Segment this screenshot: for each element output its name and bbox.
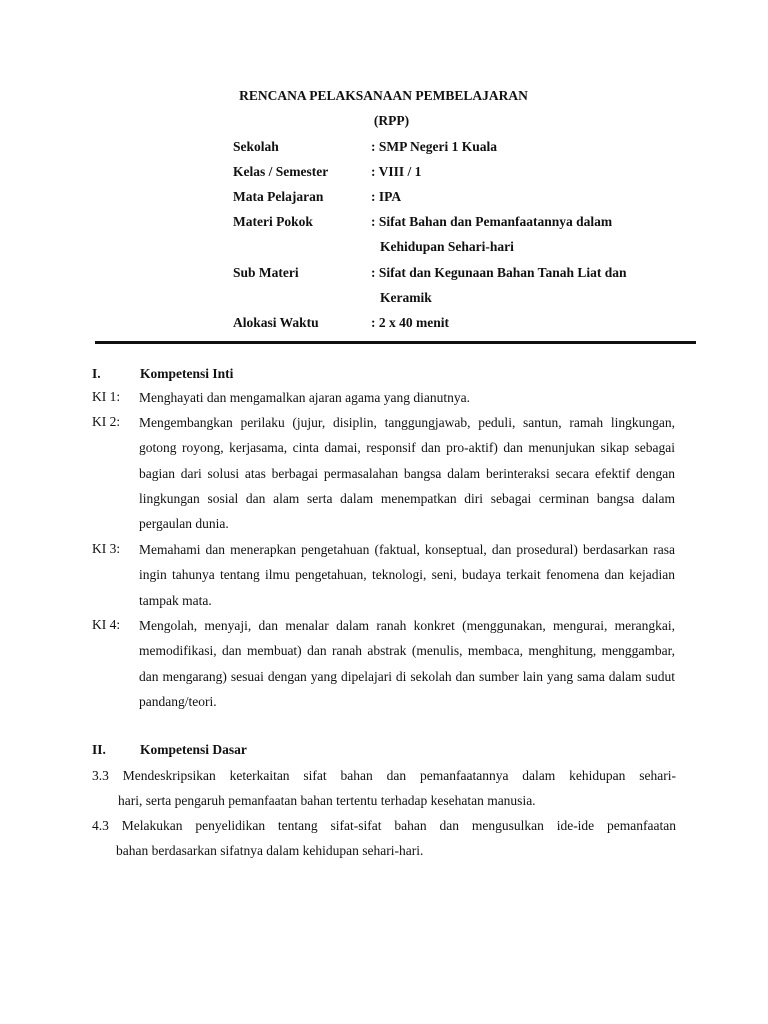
document-subtitle [0,113,768,129]
ki3-label: KI 3: [92,541,121,556]
kd-4-3-line1: 4.3 Melakukan penyelidikan tentang sifat-sifat bahan dan mengusulkan ide-ide pemanfaatan [92,818,676,833]
section2-number: II. [92,742,106,757]
ki4-label: KI 4: [92,617,121,632]
section1-number: I. [92,366,101,381]
identity-value-submateri-cont: Keramik [380,290,432,305]
identity-value-alokasi: : 2 x 40 menit [371,315,449,330]
section2-heading: Kompetensi Dasar [140,742,247,757]
document-title [0,88,768,104]
identity-label-submateri: Sub Materi [233,265,299,280]
section1-heading: Kompetensi Inti [140,366,234,381]
document-title-text: RENCANA PELAKSANAAN PEMBELAJARAN [239,88,528,103]
ki2-text: Mengembangkan perilaku (jujur, disiplin, tanggungjawab, peduli, santun, ramah lingkungan, gotong royong, kerjasama, cinta damai, responsif dan pro-aktif) dan menunjukan sikap sebagai bagian dari solusi atas berbagai permasalahan bangsa dalam berinteraksi secara efektif dengan lingkungan sosial dan alam serta dalam menempatkan diri sebagai cerminan bangsa dalam pergaulan dunia. [139,415,675,532]
ki1-text: Menghayati dan mengamalkan ajaran agama yang dianutnya. [139,390,470,405]
identity-label-kelas: Kelas / Semester [233,164,329,179]
identity-label-materi: Materi Pokok [233,214,313,229]
kd-4-3-line2: bahan berdasarkan sifatnya dalam kehidupan sehari-hari. [116,843,424,858]
ki3-text: Memahami dan menerapkan pengetahuan (faktual, konseptual, dan prosedural) berdasarkan rasa ingin tahunya tentang ilmu pengetahuan, teknologi, seni, budaya terkait fenomena dan kejadian tampak mata. [139,542,675,608]
identity-value-mapel: : IPA [371,189,402,204]
identity-value-sekolah: : SMP Negeri 1 Kuala [371,139,497,154]
kd-3-3-line2: hari, serta pengaruh pemanfaatan bahan tertentu terhadap kesehatan manusia. [118,793,536,808]
identity-label-mapel: Mata Pelajaran [233,189,324,204]
identity-value-submateri: : Sifat dan Kegunaan Bahan Tanah Liat dan [371,265,627,280]
ki1-label: KI 1: [92,389,121,404]
ki4-text: Mengolah, menyaji, dan menalar dalam ranah konkret (menggunakan, mengurai, merangkai, memodifikasi, dan membuat) dan ranah abstrak (menulis, membaca, menghitung, menggambar, dan mengarang) sesuai dengan yang dipelajari di sekolah dan sumber lain yang sama dalam sudut pandang/teori. [139,618,675,709]
identity-label-alokasi: Alokasi Waktu [233,315,319,330]
identity-label-sekolah: Sekolah [233,139,279,154]
ki2-label: KI 2: [92,414,121,429]
identity-value-materi: : Sifat Bahan dan Pemanfaatannya dalam [371,214,613,229]
header-divider [95,341,696,344]
identity-value-kelas: : VIII / 1 [371,164,422,179]
document-subtitle-text: (RPP) [373,113,410,128]
kd-3-3-line1: 3.3 Mendeskripsikan keterkaitan sifat bahan dan pemanfaatannya dalam kehidupan sehari- [92,768,676,783]
identity-value-materi-cont: Kehidupan Sehari-hari [380,239,514,254]
